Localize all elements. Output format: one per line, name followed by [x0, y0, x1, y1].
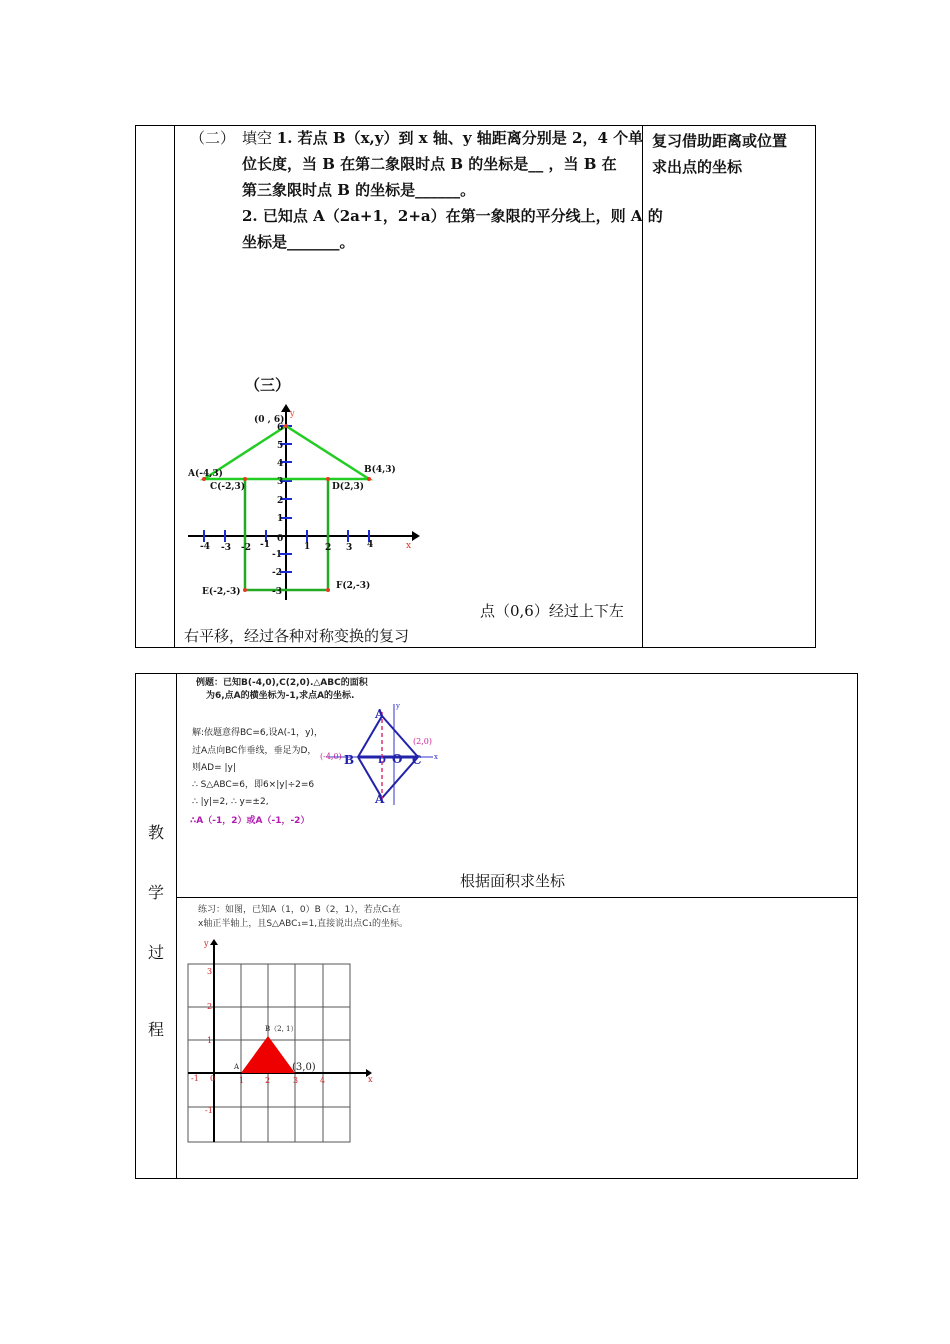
review-note-line-1: 复习借助距离或位置 [652, 132, 788, 150]
x-tick-label: -1 [260, 540, 270, 550]
translation-caption-line-2: 右平移，经过各种对称变换的复习 [184, 627, 410, 645]
label-a-top: A [375, 707, 385, 721]
x-tick-label: -3 [221, 543, 231, 553]
house-coordinate-figure [180, 400, 420, 605]
y-tick-label: 1 [277, 514, 284, 524]
practice-grid-diagram [186, 937, 376, 1147]
label-c: C [412, 753, 422, 767]
y-tick-label: 6 [277, 423, 284, 433]
y-tick-label: 5 [277, 441, 284, 451]
section-marker: （二） [190, 129, 236, 147]
practice-line-2: x轴正半轴上，且S△ABC₁=1,直接说出点C₁的坐标。 [198, 919, 409, 929]
point-label-a: A(-4,3) [188, 469, 223, 479]
practice-x-tick: 2 [265, 1076, 271, 1085]
practice-y-tick: -1 [205, 1106, 213, 1115]
practice-text [198, 903, 408, 931]
x-axis-arrow [412, 531, 420, 541]
example-caption: 根据面积求坐标 [460, 872, 566, 890]
point-label-b: B(4,3) [364, 465, 396, 475]
label-d: D [378, 756, 386, 766]
x-tick-label: 3 [346, 543, 353, 553]
practice-x-tick: 0 [210, 1074, 216, 1083]
y-tick-label: -1 [272, 550, 282, 560]
y-tick-label: 2 [277, 496, 284, 506]
left-col-char: 过 [148, 943, 165, 962]
example-diagram [318, 700, 443, 810]
solution-line-4: ∴ S△ABC=6，即6×|y|÷2=6 [192, 780, 315, 790]
practice-x-tick: 3 [293, 1076, 299, 1085]
review-note-line-2: 求出点的坐标 [652, 158, 743, 176]
practice-x-label: x [368, 1075, 373, 1084]
question-1-line-3: 第三象限时点 B 的坐标是______。 [242, 181, 476, 199]
practice-label-a: A [234, 1063, 240, 1071]
practice-line-1: 练习：如图，已知A（1，0）B（2，1），若点C₁在 [198, 905, 401, 915]
example-title-line-2: 为6,点A的横坐标为-1,求点A的坐标. [206, 691, 355, 701]
point-label-c: C(-2,3) [210, 482, 246, 492]
x-tick-label: 4 [367, 540, 374, 550]
question-1-line-1: 1. 若点 B（x,y）到 x 轴、y 轴距离分别是 2，4 个单 [276, 129, 644, 147]
y-tick-label: -2 [272, 568, 282, 578]
x-tick-label: 0 [277, 534, 284, 544]
practice-label-b: B（2, 1） [265, 1025, 298, 1033]
triangle-abc [241, 1036, 295, 1073]
point-label-top: (0 , 6) [254, 415, 285, 425]
practice-x-tick: 4 [320, 1076, 326, 1085]
y-tick-label: -3 [272, 587, 282, 597]
solution-line-2: 过A点向BC作垂线，垂足为D， [192, 746, 317, 756]
practice-x-tick: 1 [239, 1076, 245, 1085]
x-tick-label: -2 [241, 543, 251, 553]
label-a-bottom: A [375, 792, 385, 806]
practice-y-tick: 2 [207, 1002, 213, 1011]
translation-caption-line-1: 点（0,6）经过上下左 [480, 602, 624, 620]
fill-blank-heading: 填空 [242, 129, 273, 147]
left-col-char: 学 [148, 883, 165, 902]
left-col-char: 程 [148, 1020, 165, 1039]
question-2-line-2: 坐标是_______。 [242, 233, 355, 251]
label-left-point: (-4,0) [320, 752, 342, 761]
label-o: O [392, 752, 403, 766]
point-label-d: D(2,3) [332, 482, 364, 492]
practice-y-tick: 1 [207, 1036, 213, 1045]
question-2-line-1: 2. 已知点 A（2a+1，2+a）在第一象限的平分线上，则 A 的 [242, 207, 663, 225]
practice-y-label: y [204, 939, 209, 948]
left-col-char: 教 [148, 823, 165, 842]
example-y-label: y [396, 702, 400, 710]
section-three-marker: （三） [245, 376, 291, 394]
point-label-f: F(2,-3) [336, 581, 371, 591]
y-tick-label: 4 [277, 459, 284, 469]
x-axis-label: x [406, 541, 412, 551]
practice-label-c: (3,0) [292, 1062, 316, 1073]
practice-x-tick: -1 [191, 1074, 199, 1083]
label-b: B [344, 753, 355, 767]
practice-y-tick: 3 [207, 967, 213, 976]
solution-line-3: 则AD= |y| [192, 763, 236, 773]
question-1-line-2: 位长度，当 B 在第二象限时点 B 的坐标是__ ，当 B 在 [242, 155, 617, 173]
x-tick-label: 1 [304, 542, 311, 552]
y-axis-label: y [290, 409, 295, 418]
practice-y-arrow [210, 939, 218, 945]
x-tick-label: 2 [325, 543, 332, 553]
y-tick-label: 3 [277, 477, 284, 487]
solution-line-1: 解:依题意得BC=6,设A(-1，y)， [192, 728, 323, 738]
example-x-label: x [434, 753, 438, 761]
solution-line-5: ∴ |y|=2, ∴ y=±2, [192, 797, 269, 807]
example-title-line-1: 例题：已知B(-4,0),C(2,0).△ABC的面积 [196, 678, 368, 688]
point-label-e: E(-2,-3) [202, 587, 241, 597]
label-right-point: (2,0) [413, 737, 432, 746]
solution-answer: ∴A（-1，2）或A（-1，-2） [190, 816, 310, 826]
x-tick-label: -4 [200, 542, 210, 552]
